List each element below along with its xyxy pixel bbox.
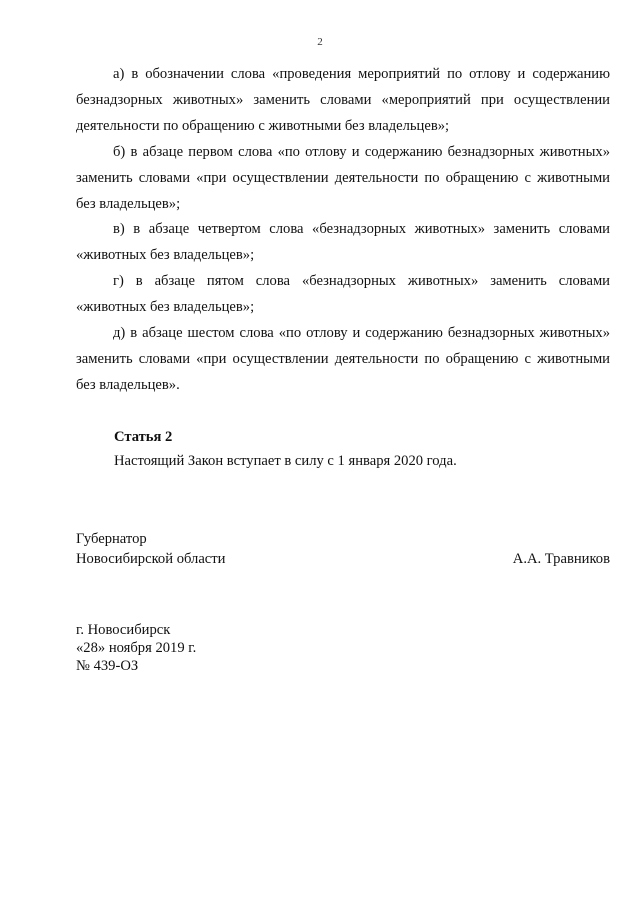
footer-number: № 439-ОЗ [76,658,139,674]
article-title: Статья 2 [114,429,173,445]
paragraph-d: д) в абзаце шестом слова «по отлову и содержанию безнадзорных животных» заменить словами «при осуществлении деятельности по обращению с животными без владельцев». [76,325,610,393]
signature-position: Губернатор [76,531,147,547]
footer-city: г. Новосибирск [76,622,171,638]
paragraph-g: г) в абзаце пятом слова «безнадзорных животных» заменить словами «животных без владельцев»; [76,273,610,316]
article-text: Настоящий Закон вступает в силу с 1 января 2020 года. [114,453,457,469]
signature-block [76,529,610,569]
signature-region: Новосибирской области [76,551,226,567]
footer-date: «28» ноября 2019 г. [76,640,197,656]
paragraph-v: в) в абзаце четвертом слова «безнадзорных животных» заменить словами «животных без владельцев»; [76,221,610,264]
paragraph-a: а) в обозначении слова «проведения мероприятий по отлову и содержанию безнадзорных животных» заменить словами «мероприятий при осуществлении деятельности по обращению с животными без владельцев»; [76,66,610,134]
document-footer [76,621,196,675]
amendments-list [76,62,610,399]
page-number: 2 [317,36,323,48]
article-2 [114,425,610,473]
signature-name: А.А. Травников [512,551,610,567]
paragraph-b: б) в абзаце первом слова «по отлову и содержанию безнадзорных животных» заменить словами «при осуществлении деятельности по обращению с животными без владельцев»; [76,143,610,212]
signature-row [76,549,610,569]
